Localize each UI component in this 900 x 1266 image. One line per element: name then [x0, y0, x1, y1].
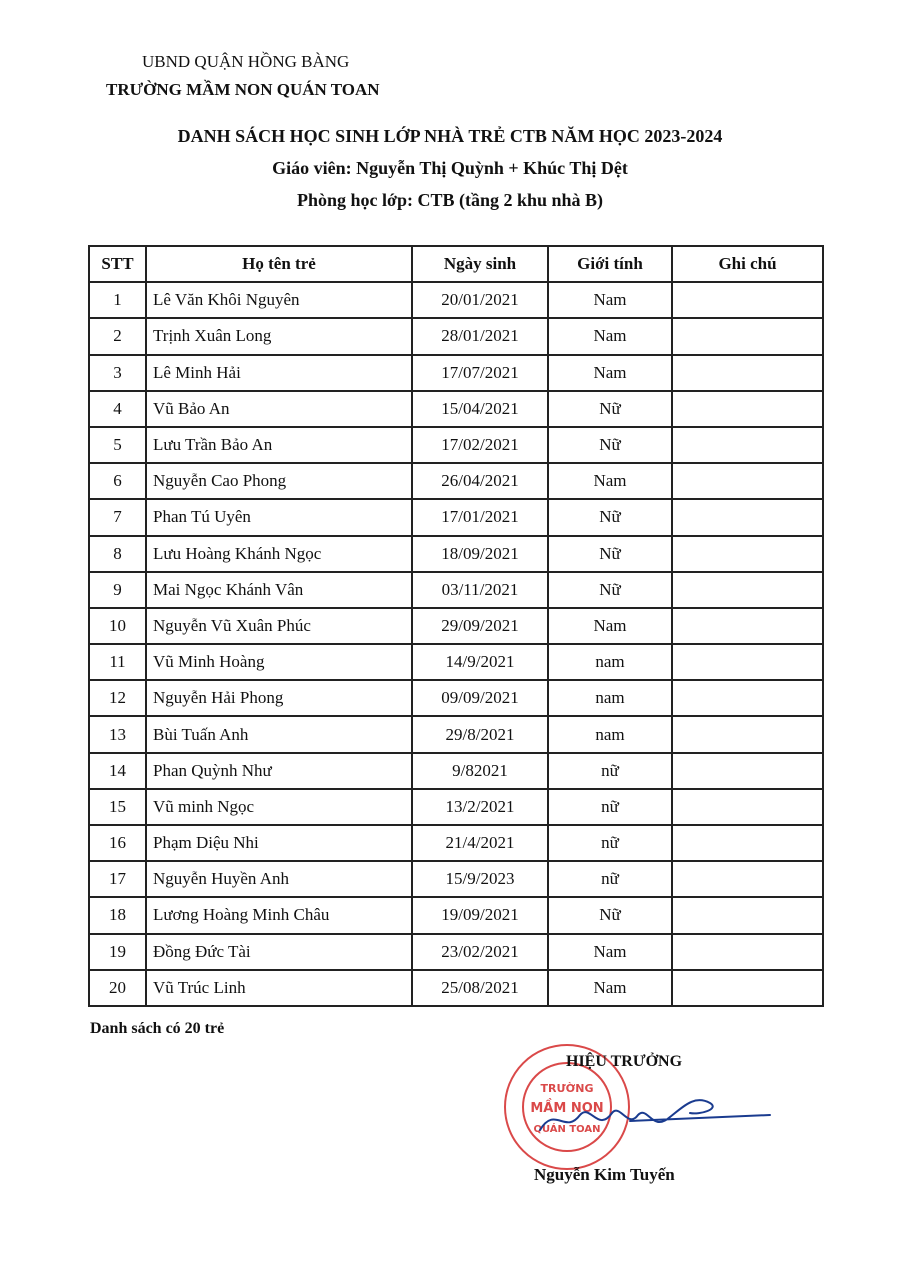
cell-sex: nam: [548, 680, 672, 716]
table-row: [89, 716, 823, 752]
cell-name: Lê Văn Khôi Nguyên: [146, 282, 412, 318]
table-row: [89, 644, 823, 680]
cell-name: Vũ Trúc Linh: [146, 970, 412, 1006]
cell-name: Vũ Minh Hoàng: [146, 644, 412, 680]
cell-stt: 9: [89, 572, 146, 608]
cell-dob: 21/4/2021: [412, 825, 548, 861]
cell-dob: 18/09/2021: [412, 536, 548, 572]
cell-note: [672, 463, 823, 499]
cell-note: [672, 934, 823, 970]
cell-dob: 20/01/2021: [412, 282, 548, 318]
org-name: UBND QUẬN HỒNG BÀNG: [142, 52, 350, 71]
signatory-name: Nguyễn Kim Tuyến: [534, 1165, 675, 1184]
table-row: [89, 861, 823, 897]
cell-note: [672, 572, 823, 608]
stamp-line-3: QUÁN TOAN: [533, 1124, 601, 1135]
cell-sex: Nữ: [548, 572, 672, 608]
table-row: [89, 753, 823, 789]
cell-sex: nữ: [548, 753, 672, 789]
cell-note: [672, 536, 823, 572]
cell-sex: nam: [548, 644, 672, 680]
cell-note: [672, 427, 823, 463]
signature-title: HIỆU TRƯỞNG: [566, 1053, 683, 1070]
table-header-row: [89, 246, 823, 282]
cell-stt: 12: [89, 680, 146, 716]
cell-note: [672, 644, 823, 680]
student-table: [88, 245, 824, 1007]
cell-dob: 15/9/2023: [412, 861, 548, 897]
cell-note: [672, 318, 823, 354]
cell-dob: 14/9/2021: [412, 644, 548, 680]
school-name: TRƯỜNG MẦM NON QUÁN TOAN: [106, 80, 380, 99]
table-row: [89, 463, 823, 499]
stamp-line-2: MẦM NON: [530, 1101, 604, 1116]
teacher-line: Giáo viên: Nguyễn Thị Quỳnh + Khúc Thị Dệt: [272, 158, 628, 178]
cell-note: [672, 716, 823, 752]
cell-stt: 1: [89, 282, 146, 318]
cell-note: [672, 789, 823, 825]
cell-stt: 8: [89, 536, 146, 572]
cell-stt: 17: [89, 861, 146, 897]
cell-name: Lưu Hoàng Khánh Ngọc: [146, 536, 412, 572]
cell-note: [672, 282, 823, 318]
stamp-line-1: TRƯỜNG: [540, 1082, 594, 1095]
cell-sex: Nam: [548, 608, 672, 644]
table-row: [89, 282, 823, 318]
cell-dob: 09/09/2021: [412, 680, 548, 716]
cell-dob: 23/02/2021: [412, 934, 548, 970]
table-row: [89, 608, 823, 644]
cell-note: [672, 970, 823, 1006]
cell-note: [672, 680, 823, 716]
cell-stt: 18: [89, 897, 146, 933]
table-row: [89, 499, 823, 535]
room-line: Phòng học lớp: CTB (tầng 2 khu nhà B): [296, 190, 604, 210]
cell-dob: 25/08/2021: [412, 970, 548, 1006]
cell-dob: 29/8/2021: [412, 716, 548, 752]
cell-name: Nguyễn Hải Phong: [146, 680, 412, 716]
table-row: [89, 427, 823, 463]
cell-sex: Nam: [548, 970, 672, 1006]
cell-stt: 14: [89, 753, 146, 789]
cell-name: Phạm Diệu Nhi: [146, 825, 412, 861]
cell-dob: 26/04/2021: [412, 463, 548, 499]
cell-name: Nguyễn Vũ Xuân Phúc: [146, 608, 412, 644]
document-title: DANH SÁCH HỌC SINH LỚP NHÀ TRẺ CTB NĂM HỌC 2023-2024: [177, 126, 723, 146]
table-body: [89, 282, 823, 1006]
cell-sex: nữ: [548, 789, 672, 825]
cell-note: [672, 753, 823, 789]
cell-dob: 28/01/2021: [412, 318, 548, 354]
cell-dob: 17/07/2021: [412, 355, 548, 391]
cell-name: Nguyễn Cao Phong: [146, 463, 412, 499]
cell-name: Mai Ngọc Khánh Vân: [146, 572, 412, 608]
cell-note: [672, 897, 823, 933]
cell-stt: 3: [89, 355, 146, 391]
table-row: [89, 970, 823, 1006]
cell-note: [672, 355, 823, 391]
cell-sex: Nam: [548, 318, 672, 354]
cell-dob: 15/04/2021: [412, 391, 548, 427]
cell-stt: 16: [89, 825, 146, 861]
cell-name: Bùi Tuấn Anh: [146, 716, 412, 752]
cell-name: Vũ minh Ngọc: [146, 789, 412, 825]
cell-sex: Nữ: [548, 536, 672, 572]
cell-stt: 19: [89, 934, 146, 970]
cell-note: [672, 861, 823, 897]
cell-sex: Nam: [548, 934, 672, 970]
cell-name: Nguyễn Huyền Anh: [146, 861, 412, 897]
table-row: [89, 825, 823, 861]
cell-stt: 11: [89, 644, 146, 680]
cell-dob: 13/2/2021: [412, 789, 548, 825]
cell-note: [672, 391, 823, 427]
cell-sex: nữ: [548, 825, 672, 861]
header-sex: Giới tính: [548, 246, 672, 282]
cell-name: Phan Tú Uyên: [146, 499, 412, 535]
table-row: [89, 572, 823, 608]
cell-sex: nam: [548, 716, 672, 752]
cell-name: Trịnh Xuân Long: [146, 318, 412, 354]
header-note: Ghi chú: [672, 246, 823, 282]
cell-sex: nữ: [548, 861, 672, 897]
cell-name: Phan Quỳnh Như: [146, 753, 412, 789]
cell-stt: 7: [89, 499, 146, 535]
table-row: [89, 355, 823, 391]
table-row: [89, 391, 823, 427]
cell-name: Lưu Trần Bảo An: [146, 427, 412, 463]
cell-sex: Nữ: [548, 897, 672, 933]
cell-sex: Nữ: [548, 391, 672, 427]
table-row: [89, 789, 823, 825]
cell-sex: Nữ: [548, 499, 672, 535]
cell-sex: Nữ: [548, 427, 672, 463]
cell-dob: 17/02/2021: [412, 427, 548, 463]
cell-stt: 5: [89, 427, 146, 463]
cell-dob: 9/82021: [412, 753, 548, 789]
header-dob: Ngày sinh: [412, 246, 548, 282]
cell-name: Vũ Bảo An: [146, 391, 412, 427]
header-name: Họ tên trẻ: [146, 246, 412, 282]
table-row: [89, 680, 823, 716]
cell-dob: 29/09/2021: [412, 608, 548, 644]
cell-stt: 2: [89, 318, 146, 354]
cell-stt: 4: [89, 391, 146, 427]
cell-stt: 15: [89, 789, 146, 825]
table-row: [89, 318, 823, 354]
cell-name: Lê Minh Hải: [146, 355, 412, 391]
cell-dob: 03/11/2021: [412, 572, 548, 608]
cell-stt: 13: [89, 716, 146, 752]
summary-text: Danh sách có 20 trẻ: [90, 1020, 225, 1037]
cell-note: [672, 825, 823, 861]
cell-name: Lương Hoàng Minh Châu: [146, 897, 412, 933]
handwritten-signature: [520, 1085, 780, 1155]
cell-note: [672, 499, 823, 535]
cell-dob: 17/01/2021: [412, 499, 548, 535]
cell-stt: 6: [89, 463, 146, 499]
cell-stt: 20: [89, 970, 146, 1006]
cell-sex: Nam: [548, 355, 672, 391]
cell-sex: Nam: [548, 282, 672, 318]
header-stt: STT: [89, 246, 146, 282]
cell-name: Đồng Đức Tài: [146, 934, 412, 970]
cell-note: [672, 608, 823, 644]
cell-sex: Nam: [548, 463, 672, 499]
cell-dob: 19/09/2021: [412, 897, 548, 933]
table-row: [89, 897, 823, 933]
cell-stt: 10: [89, 608, 146, 644]
table-row: [89, 934, 823, 970]
table-row: [89, 536, 823, 572]
